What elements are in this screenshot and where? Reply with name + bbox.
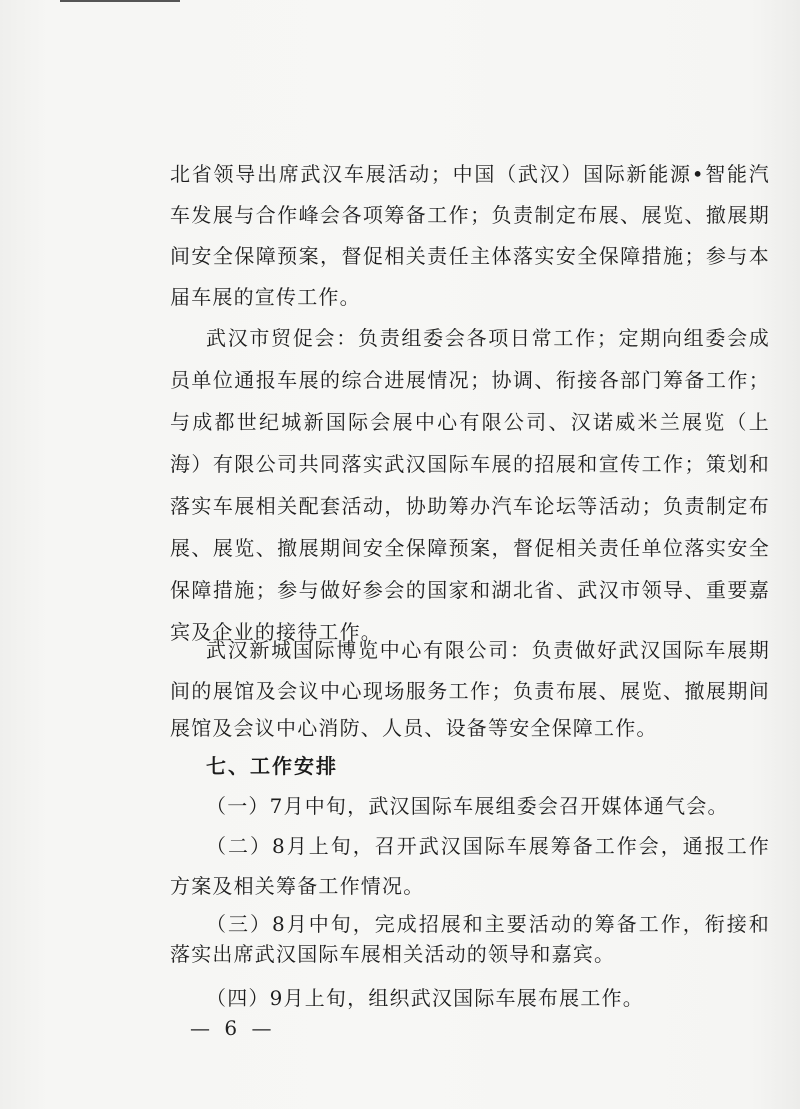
text-line: 落实出席武汉国际车展相关活动的领导和嘉宾。 bbox=[170, 942, 616, 966]
text-line: 北省领导出席武汉车展活动；中国（武汉）国际新能源•智能汽 bbox=[170, 162, 770, 186]
text-line: 车发展与合作峰会各项筹备工作；负责制定布展、展览、撤展期 bbox=[170, 203, 770, 227]
text-line: 届车展的宣传工作。 bbox=[170, 285, 361, 309]
top-rule bbox=[60, 0, 180, 2]
section-heading: 七、工作安排 bbox=[206, 754, 338, 778]
text-line: 间安全保障预案，督促相关责任主体落实安全保障措施；参与本 bbox=[170, 244, 770, 268]
text-line: 展馆及会议中心消防、人员、设备等安全保障工作。 bbox=[170, 716, 658, 740]
text-line: 间的展馆及会议中心现场服务工作；负责布展、展览、撤展期间 bbox=[170, 679, 770, 703]
text-line: 宾及企业的接待工作。 bbox=[170, 620, 382, 644]
text-line: 落实车展相关配套活动，协助筹办汽车论坛等活动；负责制定布 bbox=[170, 494, 770, 518]
text-line: 方案及相关筹备工作情况。 bbox=[170, 874, 425, 898]
paragraph-start-line: 武汉新城国际博览中心有限公司：负责做好武汉国际车展期 bbox=[206, 638, 770, 662]
text-line: 员单位通报车展的综合进展情况；协调、衔接各部门筹备工作； bbox=[170, 368, 770, 392]
schedule-item: （三）8月中旬，完成招展和主要活动的筹备工作，衔接和 bbox=[206, 912, 770, 936]
schedule-item: （二）8月上旬，召开武汉国际车展筹备工作会，通报工作 bbox=[206, 834, 770, 858]
text-line: 保障措施；参与做好参会的国家和湖北省、武汉市领导、重要嘉 bbox=[170, 578, 770, 602]
text-line: 与成都世纪城新国际会展中心有限公司、汉诺威米兰展览（上 bbox=[170, 410, 770, 434]
schedule-item: （四）9月上旬，组织武汉国际车展布展工作。 bbox=[206, 986, 644, 1010]
schedule-item: （一）7月中旬，武汉国际车展组委会召开媒体通气会。 bbox=[206, 794, 729, 818]
page-number: — 6 — bbox=[190, 1016, 276, 1040]
text-line: 海）有限公司共同落实武汉国际车展的招展和宣传工作；策划和 bbox=[170, 452, 770, 476]
paragraph-start-line: 武汉市贸促会：负责组委会各项日常工作；定期向组委会成 bbox=[206, 326, 770, 350]
text-line: 展、展览、撤展期间安全保障预案，督促相关责任单位落实安全 bbox=[170, 536, 770, 560]
